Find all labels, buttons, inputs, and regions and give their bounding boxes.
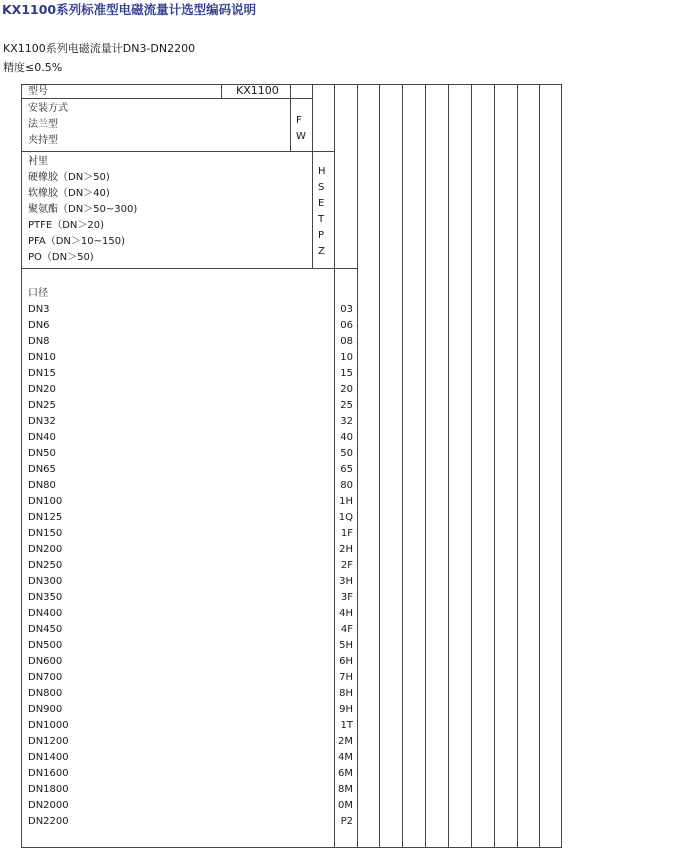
diameter-option-label: DN1800 (28, 784, 69, 795)
diameter-option-code: 7H (339, 672, 353, 683)
code-col-12 (539, 84, 540, 848)
diameter-option-label: DN500 (28, 640, 63, 651)
table-border-top (21, 84, 562, 85)
diameter-option-label: DN900 (28, 704, 63, 715)
diameter-option-label: DN700 (28, 672, 63, 683)
code-col-10 (494, 84, 495, 848)
diameter-option-code: 8H (339, 688, 353, 699)
diameter-option-label: DN2000 (28, 800, 69, 811)
lining-option-label: PFA（DN＞10~150) (28, 236, 125, 247)
table-border-bottom (21, 847, 562, 848)
model-value: KX1100 (236, 84, 279, 97)
diameter-option-code: 20 (340, 384, 353, 395)
lining-option-code: H (318, 166, 326, 177)
diameter-option-code: 6H (339, 656, 353, 667)
model-cell-left (221, 84, 222, 99)
diameter-option-code: 1Q (338, 512, 353, 523)
diameter-option-code: 06 (340, 320, 353, 331)
install-heading: 安装方式 (28, 103, 68, 114)
diameter-option-label: DN6 (28, 320, 50, 331)
diameter-option-code: 03 (340, 304, 353, 315)
selection-code-table (21, 84, 562, 848)
diameter-option-label: DN1600 (28, 768, 69, 779)
diameter-option-code: 4M (338, 752, 353, 763)
lining-option-code: Z (318, 246, 325, 257)
diameter-option-label: DN80 (28, 480, 56, 491)
diameter-option-label: DN300 (28, 576, 63, 587)
code-col-9 (471, 84, 472, 848)
code-col-3 (334, 84, 335, 848)
code-col-7 (425, 84, 426, 848)
diameter-option-label: DN25 (28, 400, 56, 411)
diameter-option-label: DN1200 (28, 736, 69, 747)
diameter-option-label: DN400 (28, 608, 63, 619)
table-border-right (561, 84, 562, 848)
diameter-option-label: DN800 (28, 688, 63, 699)
row-divider-header (21, 98, 312, 99)
install-option-code: W (296, 131, 306, 142)
lining-option-label: PO（DN＞50) (28, 252, 94, 263)
diameter-option-code: 65 (340, 464, 353, 475)
lining-option-code: E (318, 198, 325, 209)
diameter-option-label: DN20 (28, 384, 56, 395)
lining-option-label: 软橡胶（DN＞40) (28, 188, 110, 199)
diameter-option-code: 1T (340, 720, 353, 731)
model-label: 型号 (28, 86, 48, 97)
diameter-option-code: 2H (339, 544, 353, 555)
diameter-option-code: 4H (339, 608, 353, 619)
install-option-code: F (296, 115, 302, 126)
diameter-option-code: 10 (340, 352, 353, 363)
diameter-option-code: 40 (340, 432, 353, 443)
lining-option-label: 聚氨酯（DN＞50~300) (28, 204, 138, 215)
lining-option-code: T (318, 214, 325, 225)
diameter-option-code: 3F (340, 592, 353, 603)
diameter-option-label: DN40 (28, 432, 56, 443)
code-col-1 (290, 84, 291, 152)
diameter-option-code: 5H (339, 640, 353, 651)
diameter-option-label: DN250 (28, 560, 63, 571)
diameter-option-code: 4F (340, 624, 353, 635)
diameter-option-code: 50 (340, 448, 353, 459)
diameter-option-label: DN10 (28, 352, 56, 363)
diameter-option-code: 9H (339, 704, 353, 715)
lining-option-label: 硬橡胶（DN＞50) (28, 172, 110, 183)
diameter-option-label: DN32 (28, 416, 56, 427)
code-col-4 (357, 84, 358, 848)
install-option-label: 夹持型 (28, 135, 58, 146)
table-border-left (21, 84, 22, 848)
lining-option-label: PTFE（DN＞20) (28, 220, 105, 231)
page-title: KX1100系列标准型电磁流量计选型编码说明 (2, 2, 257, 17)
diameter-option-label: DN600 (28, 656, 63, 667)
row-divider-install (21, 151, 334, 152)
diameter-option-label: DN65 (28, 464, 56, 475)
diameter-option-label: DN1400 (28, 752, 69, 763)
diameter-option-code: 2M (338, 736, 353, 747)
diameter-option-label: DN2200 (28, 816, 69, 827)
diameter-option-label: DN50 (28, 448, 56, 459)
diameter-option-label: DN1000 (28, 720, 69, 731)
diameter-option-code: 8M (338, 784, 353, 795)
row-divider-lining (21, 268, 357, 269)
subtitle-range: KX1100系列电磁流量计DN3-DN2200 (3, 42, 196, 55)
diameter-option-label: DN125 (28, 512, 63, 523)
diameter-option-label: DN8 (28, 336, 50, 347)
diameter-option-code: 2F (340, 560, 353, 571)
diameter-option-code: 3H (339, 576, 353, 587)
diameter-option-code: 32 (340, 416, 353, 427)
diameter-heading: 口径 (28, 288, 48, 299)
diameter-option-label: DN450 (28, 624, 63, 635)
diameter-option-code: 1F (340, 528, 353, 539)
diameter-option-label: DN350 (28, 592, 63, 603)
code-col-8 (448, 84, 449, 848)
lining-option-code: P (318, 230, 325, 241)
code-col-5 (379, 84, 380, 848)
diameter-option-label: DN15 (28, 368, 56, 379)
lining-option-code: S (318, 182, 325, 193)
diameter-option-code: 1H (339, 496, 353, 507)
diameter-option-code: 08 (340, 336, 353, 347)
diameter-option-code: 80 (340, 480, 353, 491)
diameter-option-code: 25 (340, 400, 353, 411)
diameter-option-label: DN3 (28, 304, 50, 315)
code-col-11 (517, 84, 518, 848)
diameter-option-label: DN100 (28, 496, 63, 507)
diameter-option-label: DN200 (28, 544, 63, 555)
install-option-label: 法兰型 (28, 119, 58, 130)
diameter-option-code: 15 (340, 368, 353, 379)
diameter-option-code: P2 (340, 816, 353, 827)
diameter-option-code: 6M (338, 768, 353, 779)
diameter-option-code: 0M (338, 800, 353, 811)
lining-heading: 衬里 (28, 156, 48, 167)
code-col-6 (402, 84, 403, 848)
subtitle-accuracy: 精度≤0.5% (3, 61, 63, 74)
code-col-2 (312, 84, 313, 269)
diameter-option-label: DN150 (28, 528, 63, 539)
